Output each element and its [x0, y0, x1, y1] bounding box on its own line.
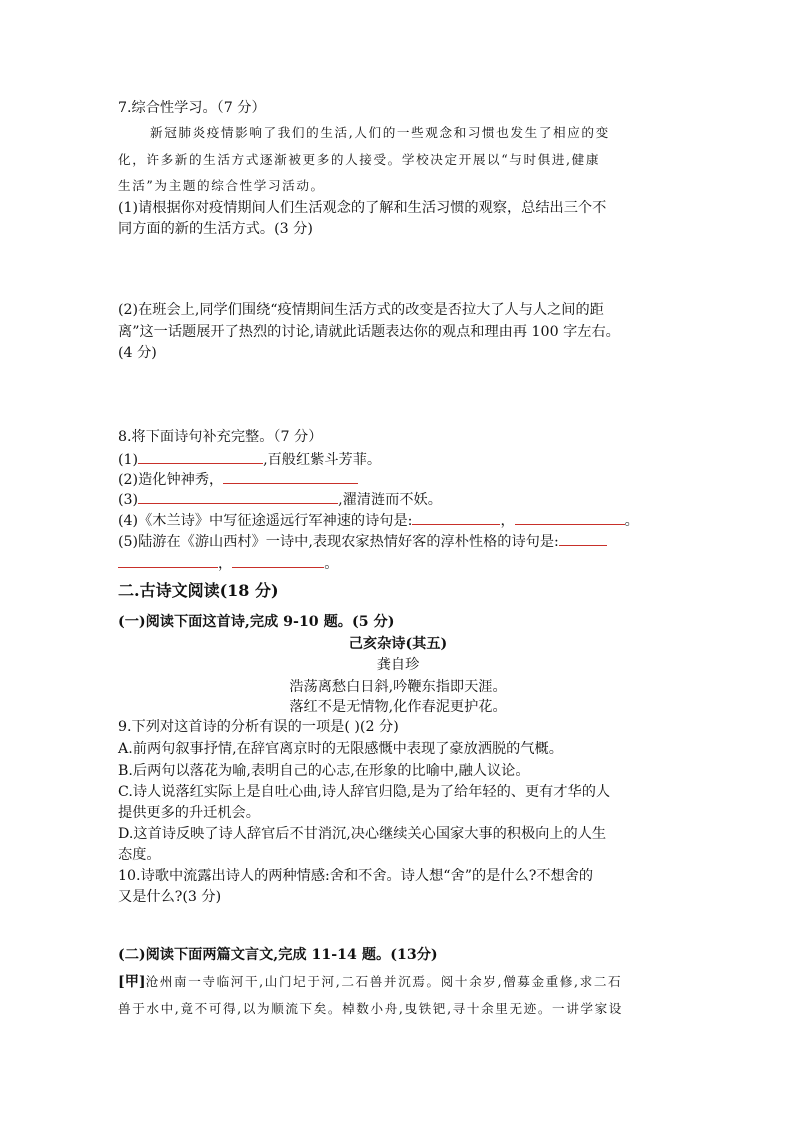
- answer-blank[interactable]: [515, 510, 625, 525]
- q8-item-1: (1) ,百般红紫斗芳菲。: [118, 449, 381, 470]
- part1-heading: (一)阅读下面这首诗,完成 9-10 题。(5 分): [118, 614, 395, 630]
- q7-intro-line-3: 生活”为主题的综合性学习活动。: [118, 178, 325, 193]
- q7-intro-line-1: 新冠肺炎疫情影响了我们的生活,人们的一些观念和习惯也发生了相应的变: [150, 125, 610, 140]
- q8-title: 8.将下面诗句补充完整。（7 分）: [118, 429, 323, 445]
- jia-tag: [甲]: [118, 974, 146, 990]
- q7-intro-line-2: 化，许多新的生活方式逐渐被更多的人接受。学校决定开展以“与时俱进,健康: [118, 152, 601, 167]
- answer-blank[interactable]: [232, 553, 324, 568]
- q9-option-c-line-1: C.诗人说落红实际上是自吐心曲,诗人辞官归隐,是为了给年轻的、更有才华的人: [118, 784, 611, 800]
- answer-blank[interactable]: [118, 553, 218, 568]
- q8-item-3: (3) ,濯清涟而不妖。: [118, 489, 442, 510]
- q7-sub2-line-2: 离”这一话题展开了热烈的讨论,请就此话题表达你的观点和理由再 100 字左右。: [118, 324, 620, 340]
- q10-line-1: 10.诗歌中流露出诗人的两种情感:舍和不舍。诗人想“舍”的是什么?不想舍的: [118, 868, 594, 884]
- answer-blank[interactable]: [223, 469, 358, 484]
- answer-blank[interactable]: [138, 489, 338, 504]
- poem-line-2: 落红不是无情物,化作春泥更护花。: [289, 699, 507, 715]
- q8-item-2: (2)造化钟神秀，: [118, 469, 358, 490]
- section-heading: 二.古诗文阅读(18 分): [118, 581, 279, 600]
- poem-title: 己亥杂诗(其五): [348, 636, 448, 652]
- q10-line-2: 又是什么?(3 分): [118, 889, 222, 905]
- q7-title: 7.综合性学习。（7 分）: [118, 100, 266, 116]
- jia-line-2: 兽于水中,竟不可得,以为顺流下矣。棹数小舟,曳铁钯,寻十余里无迹。一讲学家设: [118, 1001, 623, 1016]
- poem-line-1: 浩荡离愁白日斜,吟鞭东指即天涯。: [289, 679, 507, 695]
- answer-blank[interactable]: [138, 449, 263, 464]
- q9-option-d-line-1: D.这首诗反映了诗人辞官后不甘消沉,决心继续关心国家大事的积极向上的人生: [118, 826, 607, 842]
- poem-author: 龚自珍: [376, 657, 420, 673]
- part2-heading: (二)阅读下面两篇文言文,完成 11-14 题。(13分): [118, 947, 438, 963]
- q7-sub1-line-2: 同方面的新的生活方式。(3 分): [118, 221, 313, 237]
- q9-option-d-line-2: 态度。: [118, 847, 161, 863]
- answer-blank[interactable]: [559, 531, 607, 546]
- q7-sub2-line-1: (2)在班会上,同学们围绕“疫情期间生活方式的改变是否拉大了人与人之间的距: [118, 302, 604, 318]
- q7-sub2-line-3: (4 分): [118, 345, 157, 361]
- q8-item-5-line-2: ， 。: [118, 553, 338, 574]
- q9-option-a: A.前两句叙事抒情,在辞官离京时的无限感慨中表现了豪放洒脱的气概。: [118, 741, 563, 757]
- q7-sub1-line-1: (1)请根据你对疫情期间人们生活观念的了解和生活习惯的观察，总结出三个不: [118, 200, 607, 216]
- q9-option-c-line-2: 提供更多的升迁机会。: [118, 805, 260, 821]
- q9-stem: 9.下列对这首诗的分析有误的一项是( )(2 分): [118, 719, 399, 735]
- q8-item-5-line-1: (5)陆游在《游山西村》一诗中,表现农家热情好客的淳朴性格的诗句是:: [118, 531, 607, 552]
- jia-line-1: [甲]沧州南一寺临河干,山门圮于河,二石兽并沉焉。阅十余岁,僧募金重修,求二石: [118, 974, 623, 990]
- q9-option-b: B.后两句以落花为喻,表明自己的心志,在形象的比喻中,融人议论。: [118, 763, 530, 779]
- answer-blank[interactable]: [412, 510, 500, 525]
- q8-item-4: (4)《木兰诗》中写征途遥远行军神速的诗句是: ， 。: [118, 510, 639, 531]
